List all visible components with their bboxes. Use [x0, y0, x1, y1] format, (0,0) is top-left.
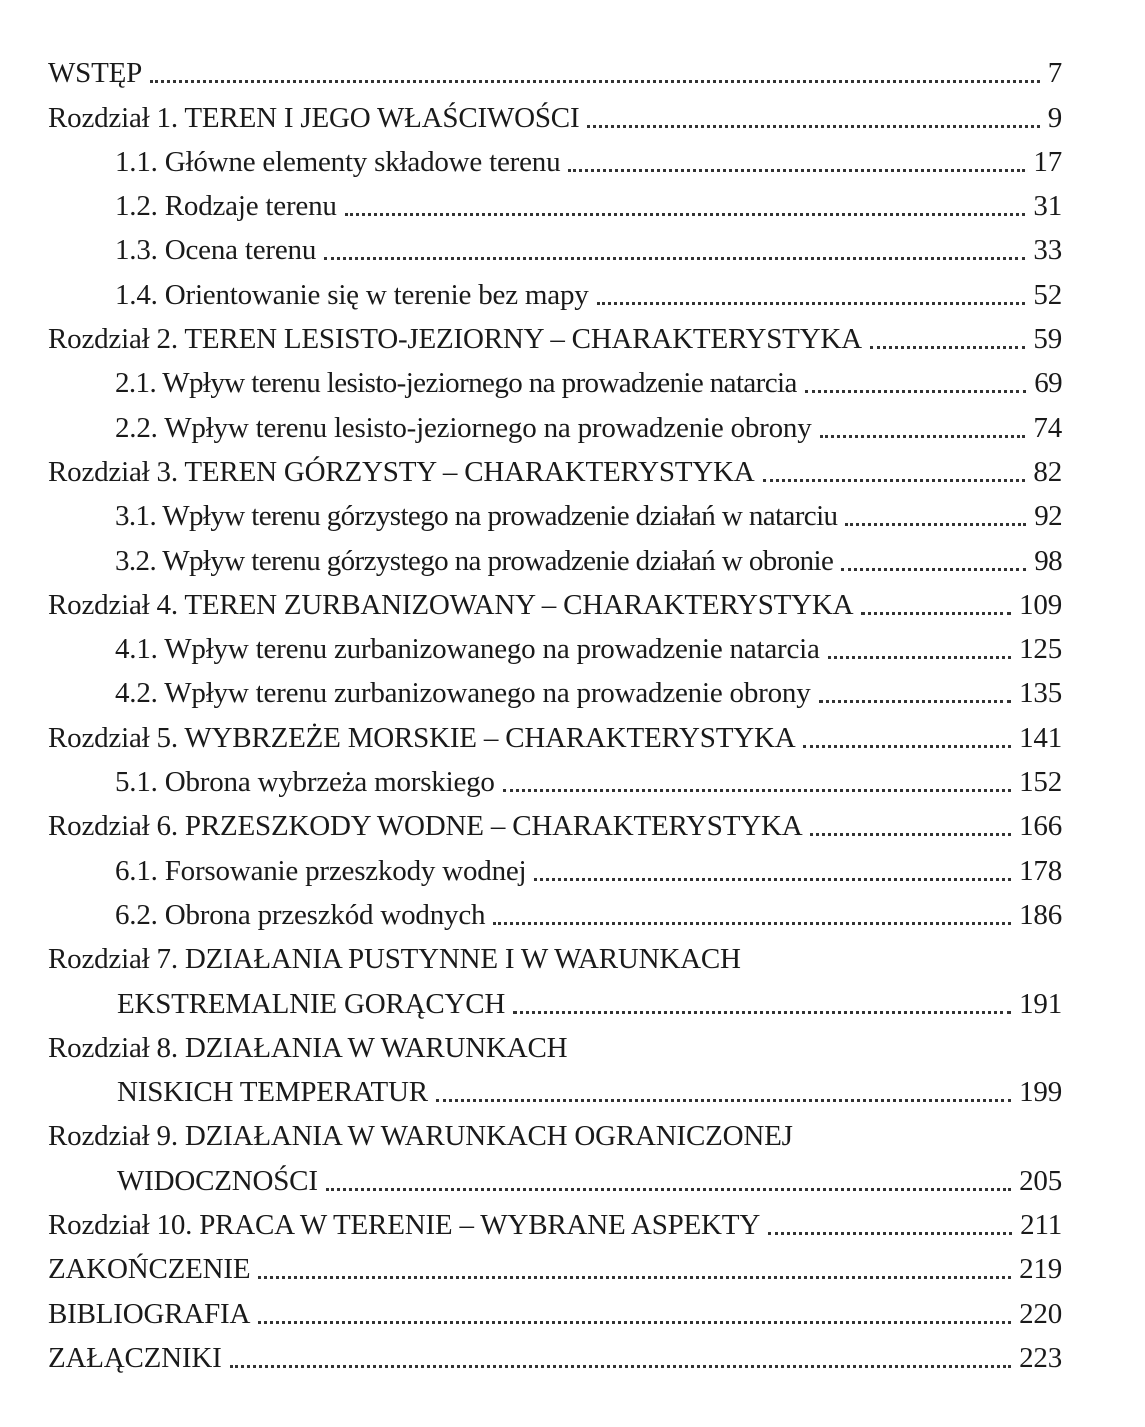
dot-leader — [819, 700, 1012, 703]
toc-entry — [0, 447, 1145, 491]
toc-entry-page-number: 191 — [1019, 987, 1062, 1020]
toc-entry — [0, 1023, 1145, 1067]
toc-entry-line — [48, 1211, 1062, 1240]
toc-entry-line — [48, 812, 1062, 841]
toc-entry-page-number: 31 — [1033, 190, 1062, 223]
toc-entry-line — [48, 101, 1062, 134]
toc-entry-line — [48, 325, 1062, 354]
toc-entry-line — [115, 192, 1062, 221]
toc-entry — [0, 1200, 1145, 1244]
toc-entry-title: 2.1. Wpływ terenu lesisto-jeziornego na prowadzenie natarcia — [115, 367, 797, 400]
toc-entry-page-number: 98 — [1034, 544, 1062, 577]
toc-entry — [0, 1333, 1145, 1377]
toc-entry — [0, 137, 1145, 181]
toc-entry-page-number: 74 — [1033, 411, 1062, 444]
toc-entry-page-number: 125 — [1019, 633, 1062, 666]
toc-entry-line — [115, 679, 1062, 708]
toc-entry-title: 5.1. Obrona wybrzeża morskiego — [115, 766, 495, 799]
dot-leader — [436, 1099, 1011, 1102]
dot-leader — [820, 435, 1026, 438]
toc-entry-page-number: 135 — [1019, 677, 1062, 710]
toc-entry-line — [48, 1122, 793, 1151]
toc-entry-page-number: 211 — [1020, 1209, 1062, 1242]
toc-entry — [0, 181, 1145, 225]
toc-entry-line — [48, 455, 1062, 488]
dot-leader — [803, 745, 1011, 748]
toc-entry-line — [48, 59, 1062, 88]
toc-entry-page-number: 205 — [1019, 1164, 1062, 1197]
dot-leader — [841, 568, 1026, 571]
toc-entry-page-number: 109 — [1019, 588, 1062, 621]
toc-entry — [0, 48, 1145, 92]
dot-leader — [150, 80, 1040, 83]
toc-entry-page-number: 92 — [1034, 500, 1062, 533]
dot-leader — [568, 169, 1025, 172]
toc-entry-page-number: 9 — [1047, 101, 1062, 134]
toc-entry-page-number: 82 — [1033, 455, 1062, 488]
toc-entry — [0, 934, 1145, 978]
toc-entry-line — [48, 1255, 1062, 1284]
toc-entry-title: Rozdział 1. TEREN I JEGO WŁAŚCIWOŚCI — [48, 101, 580, 134]
dot-leader — [597, 302, 1026, 305]
toc-entry-line — [115, 635, 1062, 664]
dot-leader — [326, 1188, 1011, 1191]
toc-entry-line — [117, 1078, 1062, 1107]
toc-entry — [0, 668, 1145, 712]
toc-entry-line — [115, 369, 1062, 398]
toc-entry-line — [48, 721, 1062, 754]
toc-entry-title: Rozdział 8. DZIAŁANIA W WARUNKACH — [48, 1031, 568, 1064]
dot-leader — [503, 789, 1011, 792]
toc-entry-title: Rozdział 6. PRZESZKODY WODNE – CHARAKTERYSTYKA — [48, 810, 803, 843]
toc-entry-line — [48, 1297, 1062, 1330]
dot-leader — [324, 257, 1025, 260]
dot-leader — [828, 656, 1011, 659]
toc-entry-title: BIBLIOGRAFIA — [48, 1297, 251, 1330]
toc-entry — [0, 624, 1145, 668]
toc-entry — [0, 491, 1145, 535]
toc-entry-title-continuation: EKSTREMALNIE GORĄCYCH — [117, 987, 506, 1020]
toc-entry-title: Rozdział 10. PRACA W TERENIE – WYBRANE ASPEKTY — [48, 1209, 761, 1242]
toc-entry-title: Rozdział 7. DZIAŁANIA PUSTYNNE I W WARUNKACH — [48, 943, 741, 976]
toc-entry-title: 1.2. Rodzaje terenu — [115, 190, 337, 223]
toc-entry-title: 4.2. Wpływ terenu zurbanizowanego na prowadzenie obrony — [115, 677, 811, 710]
toc-entry-title: 1.3. Ocena terenu — [115, 234, 317, 267]
toc-entry-continuation — [0, 978, 1145, 1022]
toc-entry — [0, 269, 1145, 313]
toc-entry-page-number: 199 — [1019, 1076, 1062, 1109]
toc-entry-line — [115, 854, 1062, 887]
toc-entry — [0, 358, 1145, 402]
toc-entry-page-number: 219 — [1019, 1253, 1062, 1286]
dot-leader — [810, 833, 1011, 836]
dot-leader — [587, 125, 1039, 128]
toc-entry-line — [115, 145, 1062, 178]
dot-leader — [861, 612, 1011, 615]
toc-entry-title: Rozdział 3. TEREN GÓRZYSTY – CHARAKTERYSTYKA — [48, 455, 755, 488]
toc-entry-title: 4.1. Wpływ terenu zurbanizowanego na prowadzenie natarcia — [115, 633, 820, 666]
toc-entry — [0, 845, 1145, 889]
dot-leader — [805, 390, 1026, 393]
dot-leader — [258, 1276, 1011, 1279]
toc-entry-page-number: 220 — [1019, 1297, 1062, 1330]
toc-entry-title: 3.2. Wpływ terenu górzystego na prowadzenie działań w obronie — [115, 544, 834, 577]
dot-leader — [493, 922, 1011, 925]
toc-entry-title: 6.1. Forsowanie przeszkody wodnej — [115, 854, 527, 887]
toc-entry-title: 1.1. Główne elementy składowe terenu — [115, 145, 561, 178]
toc-entry — [0, 535, 1145, 579]
toc-entry-title: Rozdział 9. DZIAŁANIA W WARUNKACH OGRANICZONEJ — [48, 1120, 793, 1153]
toc-entry-page-number: 7 — [1047, 57, 1062, 90]
dot-leader — [534, 878, 1011, 881]
toc-entry-continuation — [0, 1155, 1145, 1199]
toc-entry-line — [115, 544, 1062, 577]
toc-entry-line — [48, 588, 1062, 621]
toc-entry — [0, 1111, 1145, 1155]
toc-entry-title: Rozdział 5. WYBRZEŻE MORSKIE – CHARAKTERYSTYKA — [48, 721, 796, 754]
toc-entry — [0, 1288, 1145, 1332]
toc-entry — [0, 402, 1145, 446]
toc-entry-title-continuation: WIDOCZNOŚCI — [117, 1164, 318, 1197]
toc-entry-page-number: 178 — [1019, 854, 1062, 887]
toc-entry-title: ZAŁĄCZNIKI — [48, 1341, 222, 1374]
toc-entry-line — [115, 898, 1062, 931]
toc-entry — [0, 580, 1145, 624]
toc-entry-page-number: 152 — [1019, 766, 1062, 799]
dot-leader — [258, 1321, 1011, 1324]
toc-entry-line — [115, 278, 1062, 311]
toc-entry-title: 1.4. Orientowanie się w terenie bez mapy — [115, 278, 589, 311]
toc-entry — [0, 92, 1145, 136]
toc-entry-page-number: 141 — [1019, 721, 1062, 754]
toc-entry-page-number: 223 — [1019, 1341, 1062, 1374]
toc-entry — [0, 801, 1145, 845]
toc-entry-page-number: 186 — [1019, 898, 1062, 931]
toc-entry-title-continuation: NISKICH TEMPERATUR — [117, 1076, 428, 1109]
toc-entry-line — [48, 1031, 568, 1064]
toc-entry-title: WSTĘP — [48, 57, 143, 90]
toc-entry-page-number: 17 — [1033, 145, 1062, 178]
toc-entry-title: 6.2. Obrona przeszkód wodnych — [115, 898, 486, 931]
toc-entry-line — [48, 945, 741, 974]
toc-entry-line — [117, 1164, 1062, 1197]
dot-leader — [230, 1365, 1012, 1368]
toc-entry-page-number: 166 — [1019, 810, 1062, 843]
toc-entry-title: ZAKOŃCZENIE — [48, 1253, 251, 1286]
toc-entry-title: Rozdział 4. TEREN ZURBANIZOWANY – CHARAKTERYSTYKA — [48, 588, 854, 621]
dot-leader — [513, 1011, 1011, 1014]
toc-entry-title: 2.2. Wpływ terenu lesisto-jeziornego na prowadzenie obrony — [115, 411, 812, 444]
toc-entry — [0, 225, 1145, 269]
dot-leader — [763, 479, 1026, 482]
toc-entry-line — [117, 987, 1062, 1020]
toc-entry — [0, 1244, 1145, 1288]
toc-entry — [0, 757, 1145, 801]
toc-entry-title: Rozdział 2. TEREN LESISTO-JEZIORNY – CHARAKTERYSTYKA — [48, 323, 862, 356]
toc-entry-title: 3.1. Wpływ terenu górzystego na prowadzenie działań w natarciu — [115, 500, 838, 533]
dot-leader — [345, 213, 1026, 216]
toc-entry-line — [115, 236, 1062, 265]
dot-leader — [870, 346, 1025, 349]
toc-entry-page-number: 52 — [1033, 278, 1062, 311]
toc-entry-line — [115, 411, 1062, 444]
toc-entry-continuation — [0, 1067, 1145, 1111]
toc-entry — [0, 712, 1145, 756]
table-of-contents — [0, 48, 1145, 1377]
toc-entry — [0, 314, 1145, 358]
toc-entry-line — [115, 768, 1062, 797]
toc-entry — [0, 890, 1145, 934]
toc-entry-page-number: 69 — [1034, 367, 1062, 400]
toc-entry-page-number: 33 — [1033, 234, 1062, 267]
toc-entry-line — [115, 502, 1062, 531]
toc-entry-line — [48, 1341, 1062, 1374]
dot-leader — [845, 523, 1026, 526]
dot-leader — [768, 1232, 1012, 1235]
toc-entry-page-number: 59 — [1033, 323, 1062, 356]
